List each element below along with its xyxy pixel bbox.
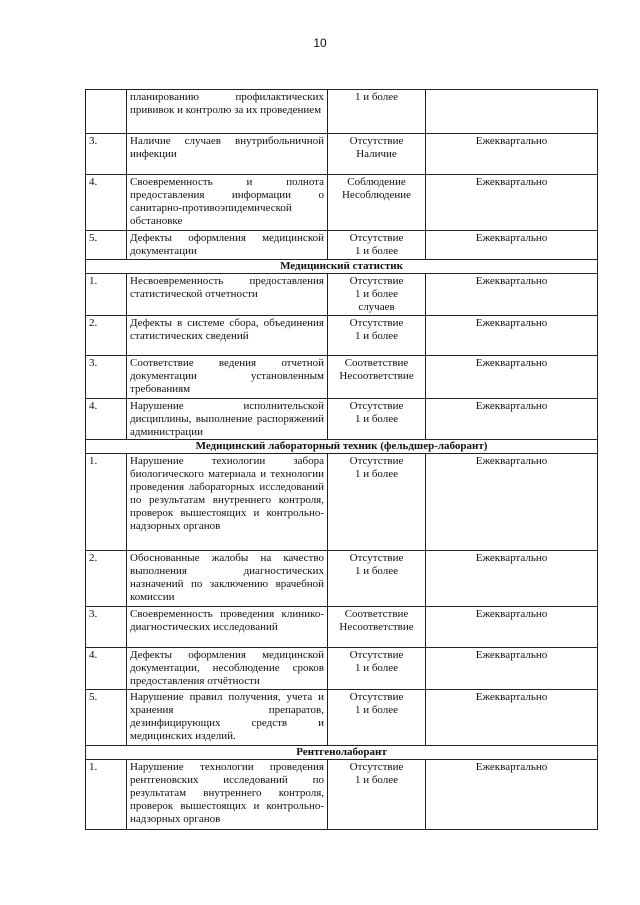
row-number: 1. (86, 454, 127, 551)
evaluation-value: 1 и более (354, 412, 399, 425)
table-row (86, 690, 598, 746)
criteria-table (85, 89, 598, 830)
frequency-cell: Ежеквартально (426, 231, 598, 260)
evaluation-value: Наличие (356, 147, 397, 160)
evaluation-value: Несоответствие (339, 369, 414, 382)
evaluation-cell (328, 690, 426, 746)
criterion-cell: Нарушение исполнительской дисциплины, выполнение распоряжений администрации (127, 399, 328, 440)
evaluation-value: Отсутствие (349, 455, 404, 467)
criterion-cell: Несвоевременность предоставления статистической отчетности (127, 274, 328, 316)
row-number: 5. (86, 231, 127, 260)
criteria-table-body (86, 90, 598, 830)
evaluation-cell (328, 274, 426, 316)
table-row (86, 760, 598, 830)
section-title: Рентгенолаборант (86, 746, 598, 760)
evaluation-cell (328, 231, 426, 260)
evaluation-value: 1 и более (354, 773, 399, 786)
frequency-cell: Ежеквартально (426, 690, 598, 746)
section-header-row (86, 746, 598, 760)
evaluation-value: Отсутствие (349, 400, 404, 412)
evaluation-value: 1 и более (354, 91, 399, 103)
criterion-cell: Наличие случаев внутрибольничной инфекции (127, 134, 328, 175)
evaluation-cell (328, 356, 426, 399)
evaluation-cell (328, 454, 426, 551)
evaluation-value: 1 и более (354, 703, 399, 716)
criterion-cell: планированию профилактических прививок и контролю за их проведением (127, 90, 328, 134)
row-number: 4. (86, 399, 127, 440)
evaluation-value: Соответствие (344, 357, 409, 369)
table-row (86, 454, 598, 551)
criterion-cell: Дефекты оформления медицинской документации (127, 231, 328, 260)
row-number: 3. (86, 607, 127, 648)
evaluation-value: Отсутствие (349, 761, 404, 773)
evaluation-value: 1 и более (354, 287, 399, 300)
page-number: 10 (313, 36, 327, 50)
criterion-cell: Своевременность проведения клинико-диагностических исследований (127, 607, 328, 648)
evaluation-cell (328, 399, 426, 440)
table-row (86, 356, 598, 399)
frequency-cell (426, 90, 598, 134)
frequency-cell: Ежеквартально (426, 356, 598, 399)
evaluation-value: Соответствие (344, 608, 409, 620)
evaluation-cell (328, 90, 426, 134)
frequency-cell: Ежеквартально (426, 274, 598, 316)
evaluation-cell (328, 648, 426, 690)
row-number: 2. (86, 316, 127, 356)
criterion-cell: Обоснованные жалобы на качество выполнения диагностических назначений по заключению врачебной комиссии (127, 551, 328, 607)
evaluation-value: Отсутствие (349, 275, 404, 287)
frequency-cell: Ежеквартально (426, 454, 598, 551)
table-row (86, 90, 598, 134)
section-title: Медицинский лабораторный техник (фельдшер-лаборант) (86, 440, 598, 454)
frequency-cell: Ежеквартально (426, 399, 598, 440)
evaluation-value: 1 и более (354, 564, 399, 577)
criterion-cell: Нарушение технологии забора биологического материала и технологии проведения лабораторных исследований по результатам внутреннего контроля, проверок вышестоящих и контрольно-надзорных органов (127, 454, 328, 551)
criterion-cell: Нарушение правил получения, учета и хранения препаратов, дезинфицирующих средств и медицинских изделий. (127, 690, 328, 746)
frequency-cell: Ежеквартально (426, 760, 598, 830)
frequency-cell: Ежеквартально (426, 134, 598, 175)
table-row (86, 231, 598, 260)
criterion-cell: Нарушение технологии проведения рентгеновских исследований по результатам внутреннего контроля, проверок вышестоящих и контрольно-надзорных органов (127, 760, 328, 830)
table-row (86, 134, 598, 175)
frequency-cell: Ежеквартально (426, 175, 598, 231)
criterion-cell: Дефекты оформления медицинской документации, несоблюдение сроков предоставления отчётности (127, 648, 328, 690)
evaluation-cell (328, 175, 426, 231)
frequency-cell: Ежеквартально (426, 316, 598, 356)
frequency-cell: Ежеквартально (426, 551, 598, 607)
evaluation-cell (328, 607, 426, 648)
section-header-row (86, 440, 598, 454)
section-header-row (86, 260, 598, 274)
evaluation-cell (328, 551, 426, 607)
evaluation-value: Соблюдение (347, 176, 406, 188)
row-number: 4. (86, 175, 127, 231)
row-number (86, 90, 127, 134)
row-number: 3. (86, 134, 127, 175)
table-row (86, 316, 598, 356)
evaluation-value: 1 и более (354, 329, 399, 342)
table-row (86, 399, 598, 440)
row-number: 3. (86, 356, 127, 399)
evaluation-value: Отсутствие (349, 135, 404, 147)
table-row (86, 648, 598, 690)
evaluation-value: Отсутствие (349, 649, 404, 661)
evaluation-cell (328, 134, 426, 175)
evaluation-cell (328, 316, 426, 356)
row-number: 1. (86, 760, 127, 830)
table-row (86, 551, 598, 607)
evaluation-value: Отсутствие (349, 317, 404, 329)
section-title: Медицинский статистик (86, 260, 598, 274)
evaluation-value: 1 и более (354, 661, 399, 674)
row-number: 2. (86, 551, 127, 607)
criterion-cell: Дефекты в системе сбора, объединения статистических сведений (127, 316, 328, 356)
criterion-cell: Соответствие ведения отчетной документации установленным требованиям (127, 356, 328, 399)
table-row (86, 607, 598, 648)
evaluation-value: Отсутствие (349, 232, 404, 244)
evaluation-value: 1 и более (354, 244, 399, 257)
evaluation-value: случаев (358, 300, 395, 313)
row-number: 4. (86, 648, 127, 690)
evaluation-cell (328, 760, 426, 830)
evaluation-value: 1 и более (354, 467, 399, 480)
evaluation-value: Несоблюдение (341, 188, 412, 201)
criterion-cell: Своевременность и полнота предоставления информации о санитарно-противоэпидемической обстановке (127, 175, 328, 231)
frequency-cell: Ежеквартально (426, 648, 598, 690)
frequency-cell: Ежеквартально (426, 607, 598, 648)
table-row (86, 274, 598, 316)
evaluation-value: Отсутствие (349, 552, 404, 564)
evaluation-value: Отсутствие (349, 691, 404, 703)
evaluation-value: Несоответствие (339, 620, 414, 633)
row-number: 5. (86, 690, 127, 746)
table-row (86, 175, 598, 231)
row-number: 1. (86, 274, 127, 316)
